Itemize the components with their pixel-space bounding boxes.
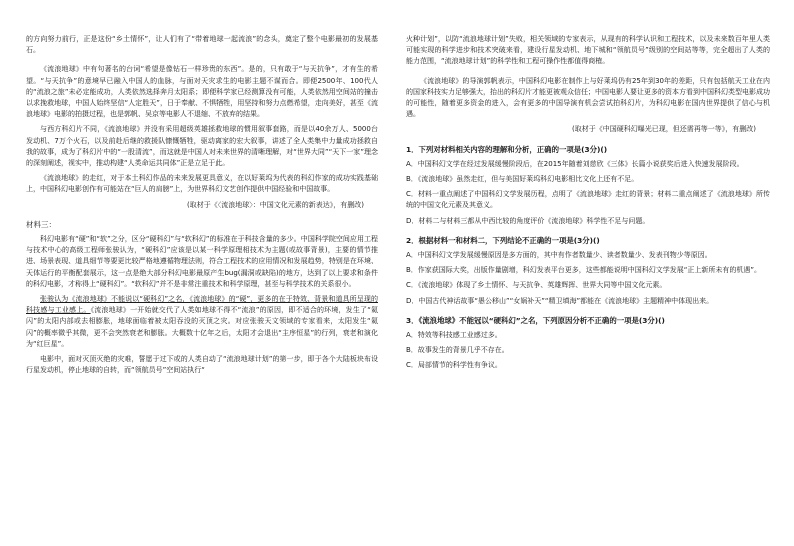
paragraph: 的方向努力前行，正是这份“乡土情怀”，让人们有了“带着地球一起流浪”的念头，奠定了整个电影最初的发展基石。: [26, 35, 378, 55]
paragraph: 《流浪地球》中有句著名的台词“希望是像钻石一样珍贵的东西”。是的，只有敢于“与天抗争”，才有生的希望。“与天抗争”的意境早已融入中国人的血脉，与面对天灾求生的电影主题不谋而合。即便2500年、100代人的“流浪之旅”未必定能成功，人类依然选择奔月太阳系；即便科学家已经测算没有可能，人类依然用空间站的撞击以求挽救地球，中国人始终坚信“人定胜天”，日于奉献、不惧牺牲，用坚持和努力点燃希望，走向美好，甚至《流浪地球》电影的拍摄过程，也是郭帆、吴京等电影人不退缩、不放弃的结果。: [26, 65, 378, 119]
option-1c: C．材料一重点阐述了中国科幻文学发展历程，点明了《流浪地球》走红的背景；材料二重点阐述了《流浪地球》所传统的中国文化元素及其意义。: [406, 190, 770, 210]
left-column: [26, 34, 378, 376]
paragraph: [26, 294, 378, 350]
option-2d: D．中国古代神话故事“愚公移山”“女娲补天”“精卫填海”都能在《流浪地球》主题精神中体现出来。: [406, 296, 714, 305]
option-1d: D．材料二与材料三都从中西比较的角度评价《流浪地球》科学性不足与问题。: [406, 216, 650, 225]
option-2a: A．中国科幻文学发展缓慢原因是多方面的，其中有作者数量少、读者数量少、发表刊物少等原因。: [406, 251, 712, 260]
paragraph: 科幻电影有“硬”和“软”之分，区分“硬科幻”与“软科幻”的标准在于科技含量的多少。中国科学院空间应用工程与技术中心的高级工程师张骏认为，“硬科幻”应该是以某一科学原理相技术为主题(或故事背景)，主要的情节推进、场景表现、道具细节等要更比较严格地遵循物理法则，符合工程技术的应用情况和发展趋势，特别是在环境、天体运行的平衡配套展示，这一点是绝大部分科幻电影最原产生bug(漏洞或缺陷)的地方，达到了以上要求和条件的科幻电影，才称得上“硬科幻”。“软科幻”并不是非常注重技术和科学原理，甚至与科学技术的关系很小。: [26, 235, 378, 288]
option-1b: B．《流浪地球》虽然走红，但与美国好莱坞科幻电影相比文化上还有不足。: [406, 175, 639, 184]
question-3: 3．《流浪地球》不能冠以“硬科幻”之名，下列原因分析不正确的一项是(3分)(): [406, 315, 665, 325]
option-3a: A．特效等科技感工业感过多。: [406, 331, 502, 340]
paragraph: 电影中，面对灭顶灭绝的灾难，誓愿于过下或的人类自动了“流浪地球计划”的第一步，即于各个大陆板块布设行星发动机，停止地球的自转，而“领航员号”空间站执行“: [26, 355, 378, 375]
paragraph: 《流浪地球》的走红，对于本土科幻作品的未来发展更具意义，在以好莱坞为代表的科幻作家的成功实践基础上，中国科幻电影创作有可能站在“巨人的肩膀”上，为世界科幻文艺创作提供中国经验和中国故事。: [26, 174, 378, 194]
option-2c: C．《流浪地球》体现了乡土情怀、与天抗争、英雄辉挥、世界大同等中国文化元素。: [406, 281, 667, 290]
underlined-text: 张骏认为《流浪地球》不能说以“硬科幻”之名，《流浪地球》的“硬”，更多的在于特效、背景和道具所呈现的科技感与工业感上。: [26, 295, 378, 315]
right-column: [406, 34, 770, 372]
question-2: 2．根据材料一和材料二，下列结论不正确的一项是(3分)(): [406, 235, 600, 245]
paragraph: 火种计划”，以防“流浪地球计划”失败，相关领域的专家表示，从现有的科学认识和工程技术，以及未来数百年里人类可能实现的科学进步和技术突破来看，建设行星发动机、地下城和“领航员号”级别的空间站等等，完全超出了人类的能力范围，“流浪地球计划”的科学性和工程可操作性都值得商榷。: [406, 35, 770, 66]
question-1: 1．下列对材料相关内容的理解和分析，正确的一项是(3分)(): [406, 144, 608, 154]
option-3b: B．故事发生的背景几乎不存在。: [406, 346, 509, 355]
option-3c: C．局部情节的科学性有争议。: [406, 361, 502, 370]
option-2b: B．作家获国际大奖，出版作量剧增，科幻发表平台更多，这些都能说明中国科幻文学发展“正上新所未有的机遇”。: [406, 266, 762, 275]
source-citation: (取材于《〈流浪地球〉：中国文化元素的新表达》，有删改): [187, 200, 364, 209]
paragraph-continuation: 《流浪地球》一开始就交代了人类如地球不得不“流浪”的原因，即不适合的环境，发生了“氦闪”的太阳内部或去相膨胀，地球面临着被太阳吞没的灭顶之灾。对应张骏天文领域的专家看来，太阳发生“氦闪”的概率微乎其微，更不会突然衰老和膨胀。大概数十亿年之后，太阳才会退出“主序恒星”的行列，衰老和演化为“红巨星”。: [26, 306, 379, 348]
source-citation: (取材于《中国硬科幻曝光已现，但还需再等一等》，有删改): [572, 125, 756, 134]
material-heading: 材料三：: [26, 219, 56, 229]
option-1a: A．中国科幻文学在经过发展缓慢阶段后，在2015年随着刘慈欣《三体》长篇小说获奖后进入快速发展阶段。: [406, 159, 744, 168]
paragraph: 与西方科幻片不同，《流浪地球》并没有采用超级英雄拯救地球的惯用叙事套路，而是以40余万人、5000台发动机、7万个火石，以及前赴后继的救援队慷慨牺牲，驱动离家的宏大叙事，讲述了全人类集中力量成功拯救自我的故事，成为了科幻片中的“一股清流”，而这就是中国人对未来世界的清晰理解，对“世界大同”“天下一家”理念的深刻阐述，视实中，推动构建“人类命运共同体”正是立足于此。: [26, 125, 378, 168]
paragraph: 《流浪地球》的导演郭帆表示，中国科幻电影在制作上与好莱坞仍有25年到30年的差距，只有包括航天工业在内的国家科技实力足够强大，抬出的科幻片才能更被观众信任；中国电影人要让更多的资本方看到中国科幻类型电影成功的可能性，随着更多资金的进入，会有更多的中国导演有机会尝试拍科幻片，为科幻电影在国内世界提供了信心与机遇。: [406, 76, 770, 119]
